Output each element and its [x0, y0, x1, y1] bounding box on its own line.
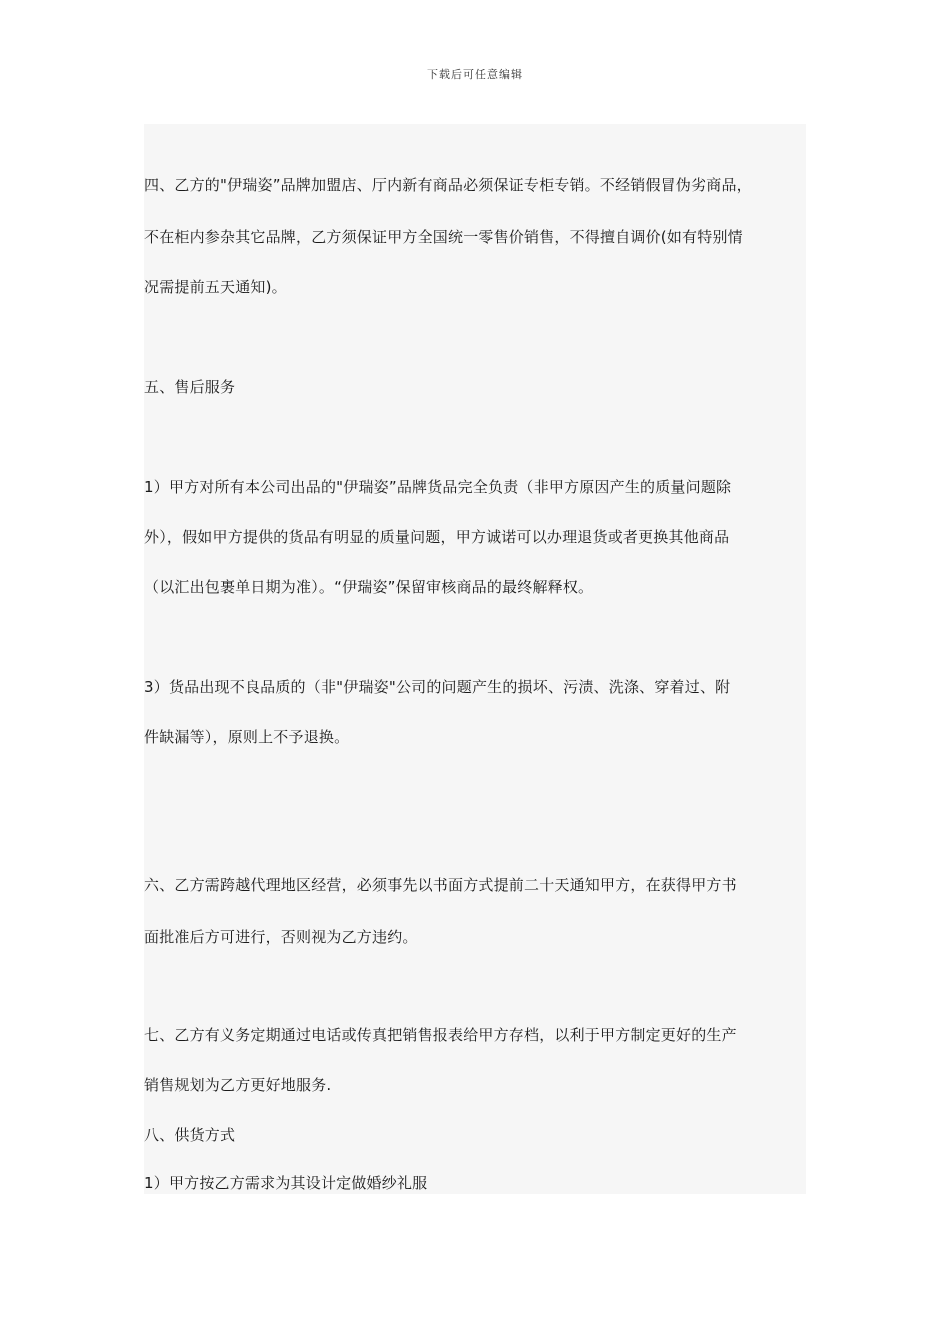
section5-item1-line-1: 1）甲方对所有本公司出品的"伊瑞姿”品牌货品完全负责（非甲方原因产生的质量问题除 [144, 478, 732, 496]
section4-line-3: 况需提前五天通知)。 [144, 278, 287, 296]
section5-heading: 五、售后服务 [144, 378, 236, 396]
section4-line-1: 四、乙方的"伊瑞姿”品牌加盟店、厅内新有商品必须保证专柜专销。不经销假冒伪劣商品， [144, 176, 752, 194]
section5-item3-line-1: 3）货品出现不良品质的（非"伊瑞姿"公司的问题产生的损坏、污渍、洗涤、穿着过、附 [144, 678, 731, 696]
section6-line-1: 六、乙方需跨越代理地区经营，必须事先以书面方式提前二十天通知甲方，在获得甲方书 [144, 876, 737, 894]
section8-item1: 1）甲方按乙方需求为其设计定做婚纱礼服 [144, 1174, 428, 1192]
section5-item1-line-3: （以汇出包裹单日期为准）。“伊瑞姿”保留审核商品的最终解释权。 [144, 578, 594, 596]
section7-line-2: 销售规划为乙方更好地服务. [144, 1076, 332, 1094]
section6-line-2: 面批准后方可进行，否则视为乙方违约。 [144, 928, 418, 946]
page-header: 下载后可任意编辑 [427, 68, 523, 81]
section7-line-1: 七、乙方有义务定期通过电话或传真把销售报表给甲方存档，以利于甲方制定更好的生产 [144, 1026, 737, 1044]
section5-item1-line-2: 外），假如甲方提供的货品有明显的质量问题，甲方诚诺可以办理退货或者更换其他商品 [144, 528, 730, 546]
section8-heading: 八、供货方式 [144, 1126, 236, 1144]
section4-line-2: 不在柜内参杂其它品牌，乙方须保证甲方全国统一零售价销售，不得擅自调价(如有特别情 [144, 228, 743, 246]
section5-item3-line-2: 件缺漏等），原则上不予退换。 [144, 728, 350, 746]
